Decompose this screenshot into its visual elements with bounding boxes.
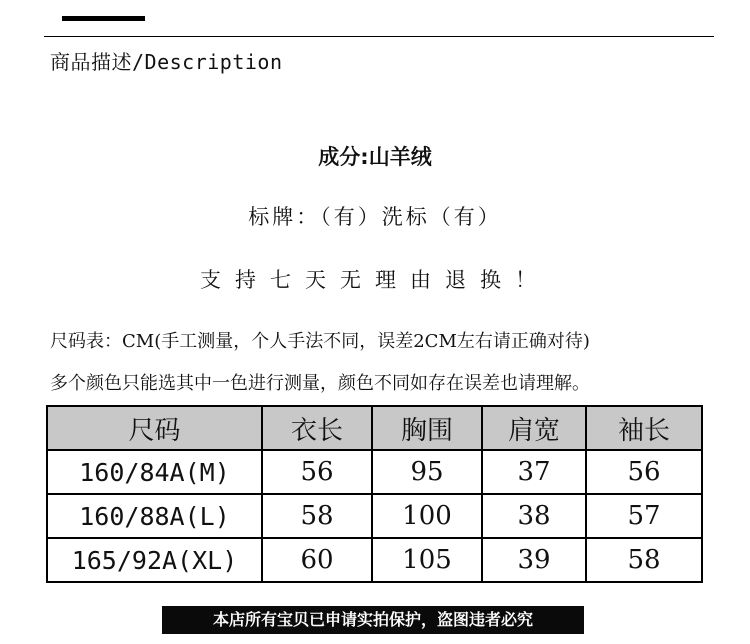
header-chest: 胸围 bbox=[372, 406, 482, 450]
return-policy-text: 支持七天无理由退换！ bbox=[200, 268, 550, 292]
length-cell: 60 bbox=[262, 538, 372, 582]
length-cell: 58 bbox=[262, 494, 372, 538]
header-sleeve: 袖长 bbox=[586, 406, 702, 450]
size-cell: 160/84A(M) bbox=[47, 450, 262, 494]
composition-text: 成分:山羊绒 bbox=[318, 145, 432, 169]
size-cell: 165/92A(XL) bbox=[47, 538, 262, 582]
table-row bbox=[47, 450, 702, 494]
copyright-notice: 本店所有宝贝已申请实拍保护，盗图违者必究 bbox=[162, 606, 584, 634]
shoulder-cell: 38 bbox=[482, 494, 586, 538]
shoulder-cell: 37 bbox=[482, 450, 586, 494]
label-info-text: 标牌：（有）洗标（有） bbox=[248, 205, 502, 229]
table-row bbox=[47, 538, 702, 582]
chest-cell: 100 bbox=[372, 494, 482, 538]
chest-cell: 105 bbox=[372, 538, 482, 582]
header-accent-bar bbox=[62, 16, 145, 21]
sleeve-cell: 58 bbox=[586, 538, 702, 582]
length-cell: 56 bbox=[262, 450, 372, 494]
color-note: 多个颜色只能选其中一色进行测量，颜色不同如存在误差也请理解。 bbox=[50, 373, 590, 394]
section-title: 商品描述/Description bbox=[50, 50, 283, 74]
size-table bbox=[46, 405, 703, 583]
sleeve-cell: 57 bbox=[586, 494, 702, 538]
sleeve-cell: 56 bbox=[586, 450, 702, 494]
header-length: 衣长 bbox=[262, 406, 372, 450]
header-shoulder: 肩宽 bbox=[482, 406, 586, 450]
table-row bbox=[47, 494, 702, 538]
chest-cell: 95 bbox=[372, 450, 482, 494]
size-cell: 160/88A(L) bbox=[47, 494, 262, 538]
header-divider bbox=[44, 36, 714, 37]
shoulder-cell: 39 bbox=[482, 538, 586, 582]
measurement-note: 尺码表：CM(手工测量，个人手法不同，误差2CM左右请正确对待) bbox=[50, 331, 590, 352]
size-table-header-row bbox=[47, 406, 702, 450]
header-size: 尺码 bbox=[47, 406, 262, 450]
